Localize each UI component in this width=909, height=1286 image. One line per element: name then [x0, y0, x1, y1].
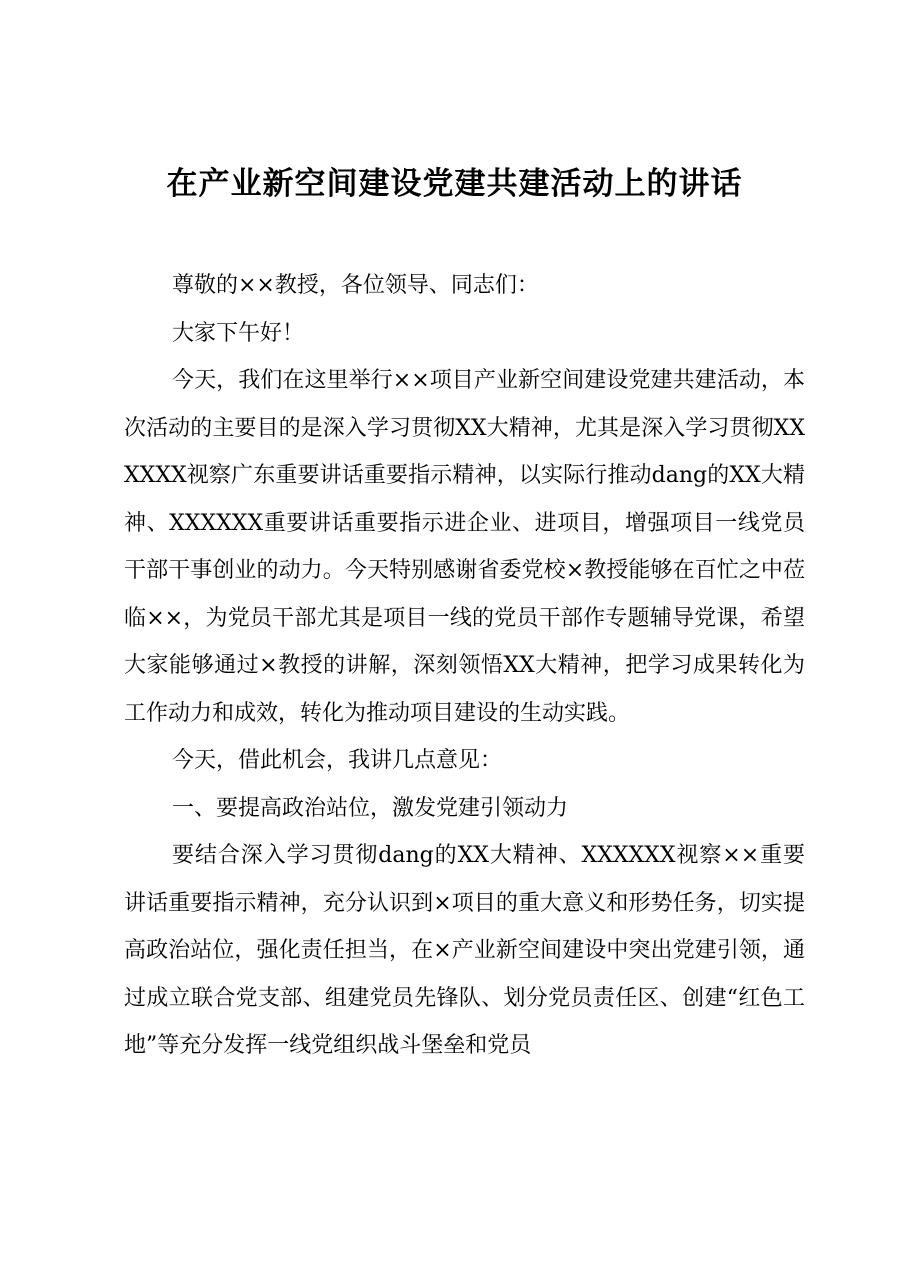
section-heading-1: 一、要提高政治站位，激发党建引领动力	[172, 795, 569, 821]
document-title: 在产业新空间建设党建共建活动上的讲话	[166, 166, 743, 202]
opinion-lead-paragraph: 今天，借此机会，我讲几点意见：	[172, 748, 503, 773]
salutation-paragraph: 尊敬的××教授，各位领导、同志们：	[172, 273, 539, 298]
intro-paragraph: 今天，我们在这里举行××项目产业新空间建设党建共建活动，本次活动的主要目的是深入学习贯彻XX大精神，尤其是深入学习贯彻XXXXXX视察广东重要讲话重要指示精神，以实际行推动dang的XX大精神、XXXXXX重要讲话重要指示进企业、进项目，增强项目一线党员干部干事创业的动力。今天特别感谢省委党校×教授能够在百忙之中莅临××，为党员干部尤其是项目一线的党员干部作专题辅导党课，希望大家能够通过×教授的讲解，深刻领悟XX大精神，把学习成果转化为工作动力和成效，转化为推动项目建设的生动实践。	[124, 368, 805, 726]
document-body	[124, 262, 805, 1070]
section-1-paragraph: 要结合深入学习贯彻dang的XX大精神、XXXXXX视察××重要讲话重要指示精神，充分认识到×项目的重大意义和形势任务，切实提高政治站位，强化责任担当，在×产业新空间建设中突出党建引领，通过成立联合党支部、组建党员先锋队、划分党员责任区、创建“红色工地”等充分发挥一线党组织战斗堡垒和党员	[124, 843, 805, 1058]
greeting-paragraph: 大家下午好！	[172, 320, 305, 346]
